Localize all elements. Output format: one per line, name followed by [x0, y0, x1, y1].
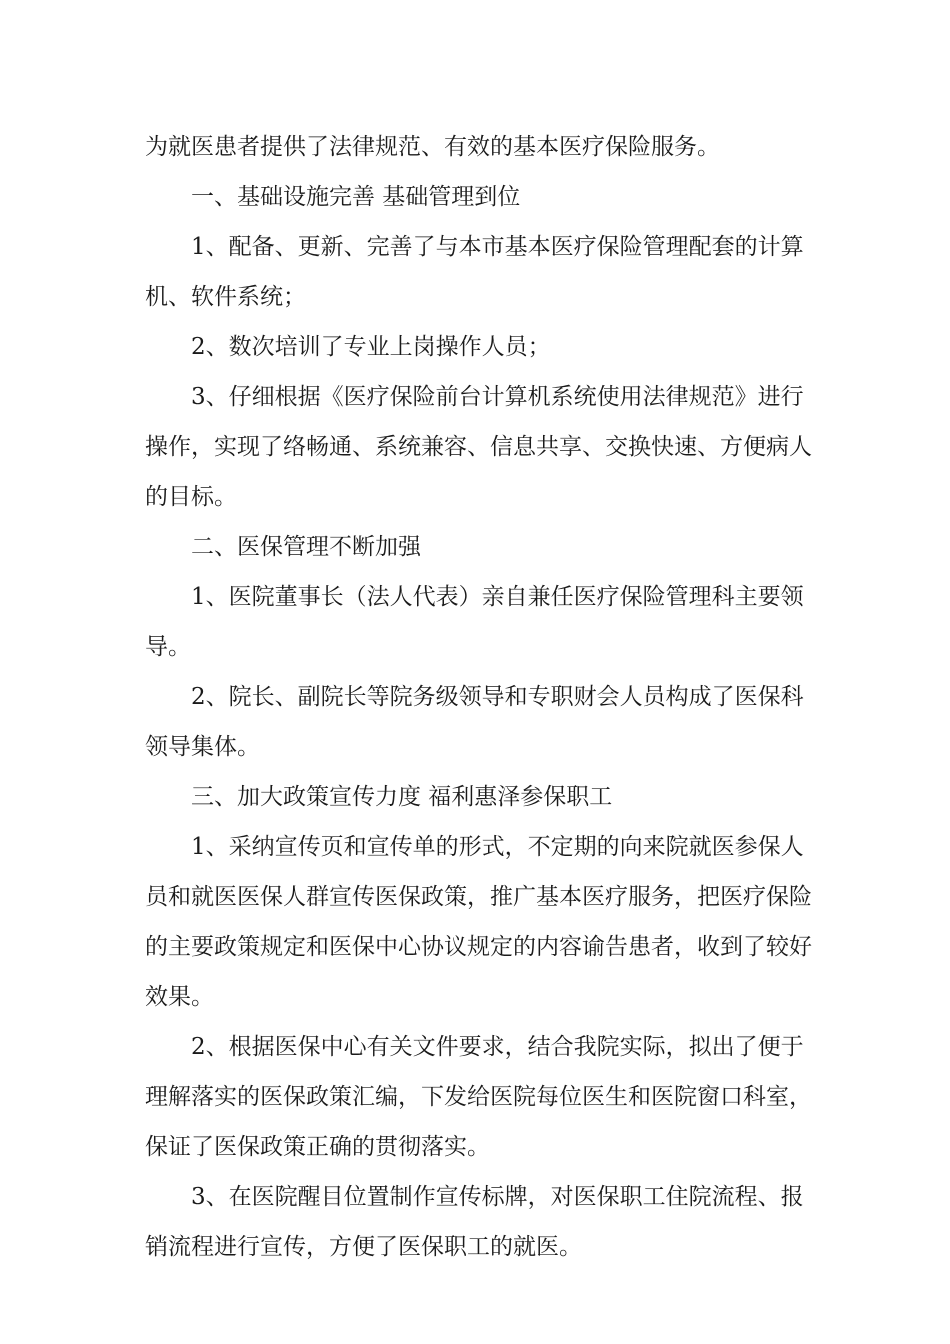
paragraph-1-1: 1、配备、更新、完善了与本市基本医疗保险管理配套的计算机、软件系统；: [145, 234, 804, 310]
section-heading-2: 二、医保管理不断加强: [191, 534, 421, 560]
paragraph-1-3: 3、仔细根据《医疗保险前台计算机系统使用法律规范》进行操作，实现了络畅通、系统兼容、信息共享、交换快速、方便病人的目标。: [145, 384, 812, 510]
document-body: [145, 122, 825, 1272]
paragraph-1-2: 2、数次培训了专业上岗操作人员；: [191, 334, 551, 360]
paragraph-continuation: 为就医患者提供了法律规范、有效的基本医疗保险服务。: [145, 134, 720, 160]
section-heading-3: 三、加大政策宣传力度 福利惠泽参保职工: [191, 784, 613, 810]
paragraph-2-2: 2、院长、副院长等院务级领导和专职财会人员构成了医保科领导集体。: [145, 684, 804, 760]
section-heading-1: 一、基础设施完善 基础管理到位: [191, 184, 521, 210]
paragraph-2-1: 1、医院董事长（法人代表）亲自兼任医疗保险管理科主要领导。: [145, 584, 804, 660]
paragraph-3-3: 3、在医院醒目位置制作宣传标牌，对医保职工住院流程、报销流程进行宣传，方便了医保职工的就医。: [145, 1184, 804, 1260]
paragraph-3-1: 1、采纳宣传页和宣传单的形式，不定期的向来院就医参保人员和就医医保人群宣传医保政策，推广基本医疗服务，把医疗保险的主要政策规定和医保中心协议规定的内容谕告患者，收到了较好效果。: [145, 834, 812, 1010]
paragraph-3-2: 2、根据医保中心有关文件要求，结合我院实际，拟出了便于理解落实的医保政策汇编，下发给医院每位医生和医院窗口科室，保证了医保政策正确的贯彻落实。: [145, 1034, 812, 1160]
